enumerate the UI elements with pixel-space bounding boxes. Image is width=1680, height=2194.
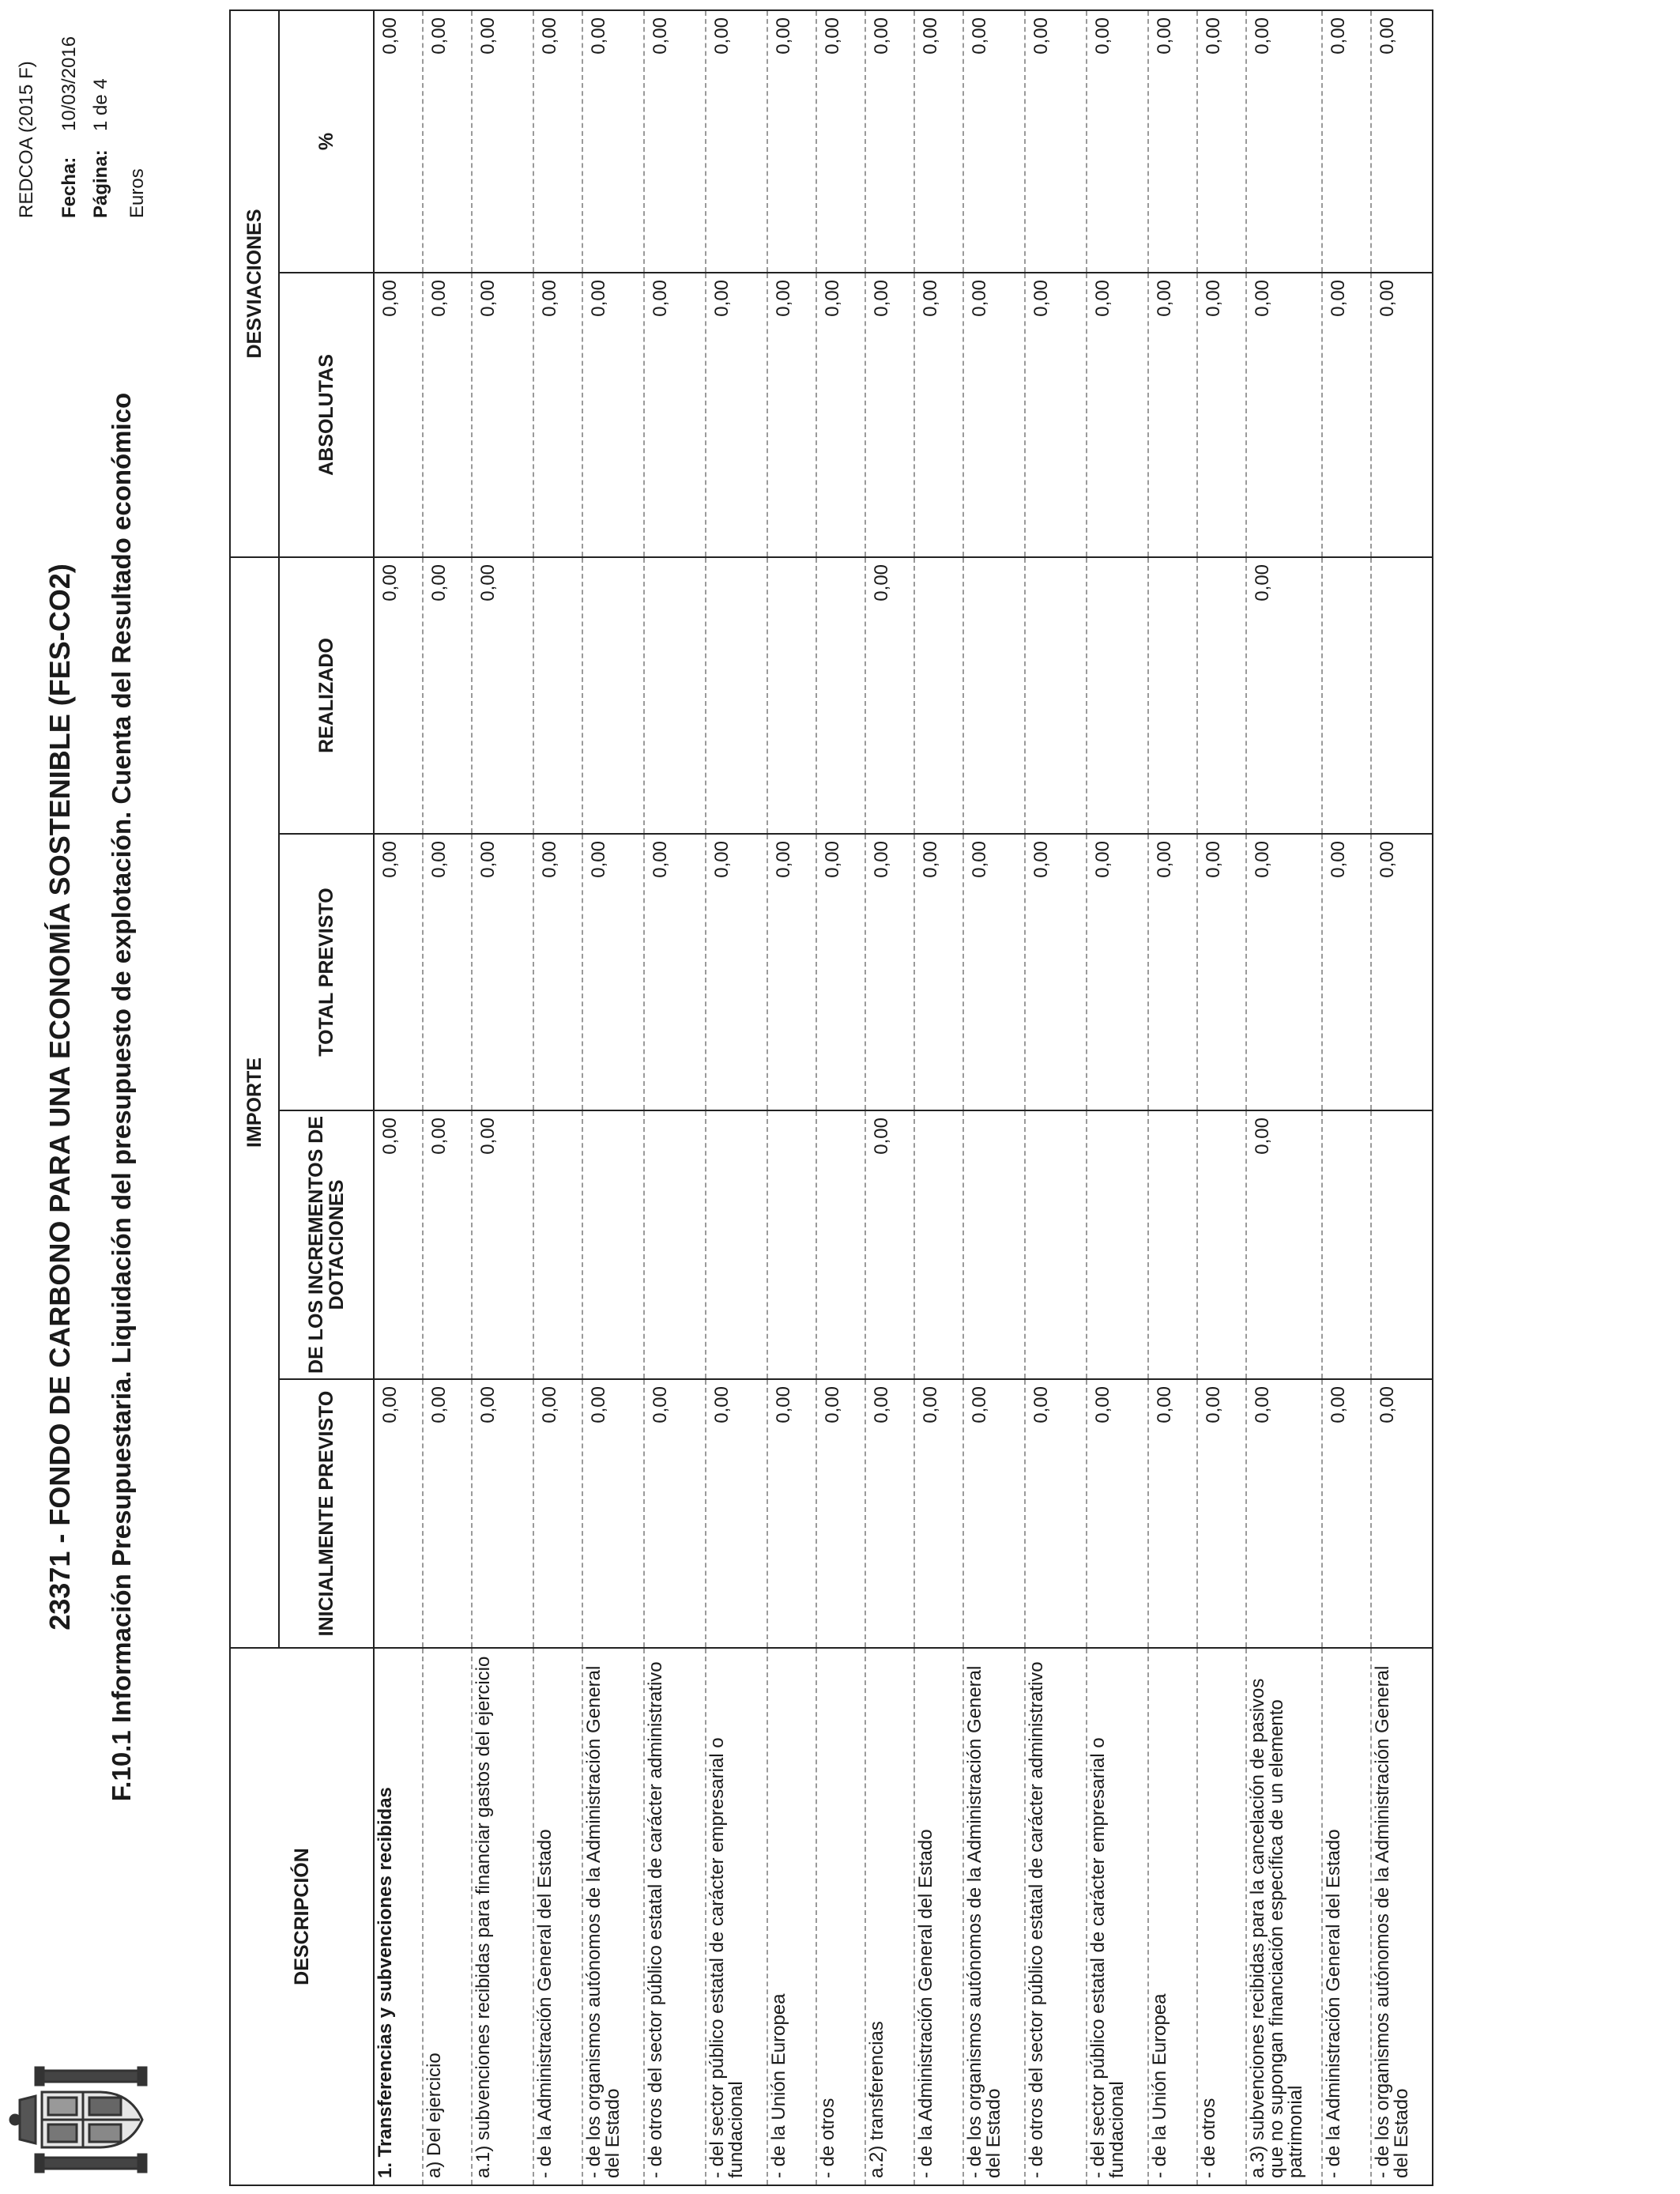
budget-table	[229, 9, 1433, 2186]
table-row	[1148, 10, 1197, 2185]
cell-incrementos	[1087, 1110, 1148, 1379]
row-description: - de otros del sector público estatal de carácter administrativo	[644, 1648, 706, 2185]
col-header-total: TOTAL PREVISTO	[279, 834, 374, 1110]
row-description: 1. Transferencias y subvenciones recibidas	[374, 1648, 423, 2185]
cell-total: 0,00	[1025, 834, 1087, 1110]
cell-incrementos	[914, 1110, 963, 1379]
cell-incrementos: 0,00	[374, 1110, 423, 1379]
row-description: - de los organismos autónomos de la Administración General del Estado	[1371, 1648, 1433, 2185]
cell-incrementos	[1025, 1110, 1087, 1379]
cell-absolutas: 0,00	[582, 273, 644, 557]
group-header-row	[230, 10, 279, 2185]
row-description: - del sector público estatal de carácter empresarial o fundacional	[706, 1648, 767, 2185]
cell-incrementos	[582, 1110, 644, 1379]
cell-inicial: 0,00	[767, 1379, 816, 1648]
row-description: - de la Administración General del Estado	[533, 1648, 582, 2185]
table-row	[706, 10, 767, 2185]
cell-absolutas: 0,00	[914, 273, 963, 557]
cell-inicial: 0,00	[423, 1379, 472, 1648]
cell-total: 0,00	[582, 834, 644, 1110]
page-value: 1 de 4	[90, 78, 111, 131]
table-row	[865, 10, 914, 2185]
cell-porcentaje: 0,00	[582, 10, 644, 273]
row-description: - de otros	[816, 1648, 865, 2185]
cell-absolutas: 0,00	[706, 273, 767, 557]
cell-realizado: 0,00	[865, 557, 914, 834]
cell-realizado	[1197, 557, 1246, 834]
cell-total: 0,00	[374, 834, 423, 1110]
cell-inicial: 0,00	[644, 1379, 706, 1648]
table-row	[816, 10, 865, 2185]
cell-incrementos: 0,00	[472, 1110, 533, 1379]
group-header-desviaciones: DESVIACIONES	[230, 10, 279, 557]
cell-inicial: 0,00	[865, 1379, 914, 1648]
col-header-absolutas: ABSOLUTAS	[279, 273, 374, 557]
row-description: - de los organismos autónomos de la Administración General del Estado	[963, 1648, 1025, 2185]
cell-inicial: 0,00	[1322, 1379, 1371, 1648]
table-row	[644, 10, 706, 2185]
cell-incrementos	[533, 1110, 582, 1379]
cell-absolutas: 0,00	[816, 273, 865, 557]
cell-absolutas: 0,00	[1025, 273, 1087, 557]
cell-total: 0,00	[472, 834, 533, 1110]
report-title: 23371 - FONDO DE CARBONO PARA UNA ECONOMÍA SOSTENIBLE (FES-CO2)	[43, 564, 76, 1630]
cell-incrementos	[1148, 1110, 1197, 1379]
table-row	[1371, 10, 1433, 2185]
cell-total: 0,00	[1246, 834, 1322, 1110]
cell-total: 0,00	[423, 834, 472, 1110]
date-label: Fecha:	[58, 156, 80, 218]
table-row	[374, 10, 423, 2185]
cell-total: 0,00	[706, 834, 767, 1110]
table-row	[472, 10, 533, 2185]
cell-inicial: 0,00	[582, 1379, 644, 1648]
cell-realizado: 0,00	[472, 557, 533, 834]
cell-total: 0,00	[1322, 834, 1371, 1110]
report-subtitle: F.10.1 Información Presupuestaria. Liquidación del presupuesto de explotación. Cuenta del Resultado económico	[107, 392, 136, 1802]
table-row	[1087, 10, 1148, 2185]
cell-absolutas: 0,00	[533, 273, 582, 557]
cell-porcentaje: 0,00	[1087, 10, 1148, 273]
table-row	[1197, 10, 1246, 2185]
cell-realizado: 0,00	[374, 557, 423, 834]
cell-incrementos: 0,00	[423, 1110, 472, 1379]
cell-total: 0,00	[533, 834, 582, 1110]
table-row	[914, 10, 963, 2185]
cell-realizado	[1148, 557, 1197, 834]
table-row	[1246, 10, 1322, 2185]
row-description: a.3) subvenciones recibidas para la cancelación de pasivos que no supongan financiación específica de un elemento patrimonial	[1246, 1648, 1322, 2185]
cell-realizado	[914, 557, 963, 834]
cell-absolutas: 0,00	[1087, 273, 1148, 557]
cell-porcentaje: 0,00	[644, 10, 706, 273]
coat-of-arms-emblem	[4, 2064, 162, 2175]
cell-total: 0,00	[865, 834, 914, 1110]
cell-incrementos	[706, 1110, 767, 1379]
cell-realizado	[767, 557, 816, 834]
cell-realizado: 0,00	[423, 557, 472, 834]
cell-total: 0,00	[767, 834, 816, 1110]
cell-incrementos: 0,00	[1246, 1110, 1322, 1379]
group-header-importe: IMPORTE	[230, 557, 279, 1648]
cell-total: 0,00	[1087, 834, 1148, 1110]
row-description: - de la Unión Europea	[1148, 1648, 1197, 2185]
cell-porcentaje: 0,00	[1322, 10, 1371, 273]
cell-inicial: 0,00	[963, 1379, 1025, 1648]
cell-total: 0,00	[1371, 834, 1433, 1110]
cell-porcentaje: 0,00	[1371, 10, 1433, 273]
row-description: a.1) subvenciones recibidas para financiar gastos del ejercicio	[472, 1648, 533, 2185]
cell-incrementos: 0,00	[865, 1110, 914, 1379]
cell-porcentaje: 0,00	[865, 10, 914, 273]
cell-realizado	[1087, 557, 1148, 834]
col-header-incrementos: DE LOS INCREMENTOS DE DOTACIONES	[279, 1110, 374, 1379]
cell-absolutas: 0,00	[423, 273, 472, 557]
cell-incrementos	[1371, 1110, 1433, 1379]
cell-porcentaje: 0,00	[914, 10, 963, 273]
row-description: - de otros del sector público estatal de carácter administrativo	[1025, 1648, 1087, 2185]
cell-inicial: 0,00	[1087, 1379, 1148, 1648]
page-label: Página:	[90, 149, 111, 218]
row-description: - de la Unión Europea	[767, 1648, 816, 2185]
cell-porcentaje: 0,00	[1197, 10, 1246, 273]
cell-porcentaje: 0,00	[963, 10, 1025, 273]
table-row	[767, 10, 816, 2185]
row-description: - del sector público estatal de carácter empresarial o fundacional	[1087, 1648, 1148, 2185]
col-header-inicial: INICIALMENTE PREVISTO	[279, 1379, 374, 1648]
table-row	[423, 10, 472, 2185]
cell-porcentaje: 0,00	[472, 10, 533, 273]
cell-porcentaje: 0,00	[1148, 10, 1197, 273]
table-row	[1322, 10, 1371, 2185]
cell-porcentaje: 0,00	[816, 10, 865, 273]
cell-realizado	[706, 557, 767, 834]
cell-absolutas: 0,00	[1197, 273, 1246, 557]
cell-inicial: 0,00	[472, 1379, 533, 1648]
currency-units: Euros	[126, 168, 148, 218]
row-description: a.2) transferencias	[865, 1648, 914, 2185]
cell-inicial: 0,00	[816, 1379, 865, 1648]
cell-inicial: 0,00	[1246, 1379, 1322, 1648]
cell-porcentaje: 0,00	[706, 10, 767, 273]
cell-porcentaje: 0,00	[533, 10, 582, 273]
cell-absolutas: 0,00	[1148, 273, 1197, 557]
cell-realizado	[963, 557, 1025, 834]
report-code: REDCOA (2015 F)	[16, 61, 37, 218]
col-header-porcentaje: %	[279, 10, 374, 273]
cell-inicial: 0,00	[706, 1379, 767, 1648]
cell-incrementos	[767, 1110, 816, 1379]
cell-absolutas: 0,00	[1322, 273, 1371, 557]
row-description: - de la Administración General del Estado	[1322, 1648, 1371, 2185]
col-header-realizado: REALIZADO	[279, 557, 374, 834]
row-description: - de otros	[1197, 1648, 1246, 2185]
cell-realizado: 0,00	[1246, 557, 1322, 834]
row-description: - de la Administración General del Estado	[914, 1648, 963, 2185]
cell-absolutas: 0,00	[963, 273, 1025, 557]
cell-realizado	[1322, 557, 1371, 834]
cell-absolutas: 0,00	[1246, 273, 1322, 557]
cell-total: 0,00	[914, 834, 963, 1110]
cell-inicial: 0,00	[1025, 1379, 1087, 1648]
cell-realizado	[1025, 557, 1087, 834]
cell-absolutas: 0,00	[472, 273, 533, 557]
cell-absolutas: 0,00	[644, 273, 706, 557]
cell-inicial: 0,00	[1197, 1379, 1246, 1648]
cell-total: 0,00	[816, 834, 865, 1110]
cell-absolutas: 0,00	[1371, 273, 1433, 557]
cell-total: 0,00	[1148, 834, 1197, 1110]
cell-absolutas: 0,00	[374, 273, 423, 557]
cell-realizado	[533, 557, 582, 834]
cell-realizado	[644, 557, 706, 834]
cell-total: 0,00	[644, 834, 706, 1110]
row-description: - de los organismos autónomos de la Administración General del Estado	[582, 1648, 644, 2185]
cell-inicial: 0,00	[1371, 1379, 1433, 1648]
cell-total: 0,00	[1197, 834, 1246, 1110]
table-row	[1025, 10, 1087, 2185]
cell-inicial: 0,00	[374, 1379, 423, 1648]
cell-incrementos	[1197, 1110, 1246, 1379]
cell-porcentaje: 0,00	[767, 10, 816, 273]
cell-porcentaje: 0,00	[374, 10, 423, 273]
table-row	[963, 10, 1025, 2185]
cell-absolutas: 0,00	[865, 273, 914, 557]
cell-porcentaje: 0,00	[1246, 10, 1322, 273]
cell-incrementos	[816, 1110, 865, 1379]
cell-absolutas: 0,00	[767, 273, 816, 557]
col-header-descripcion: DESCRIPCIÓN	[230, 1648, 374, 2185]
cell-incrementos	[1322, 1110, 1371, 1379]
row-description: a) Del ejercicio	[423, 1648, 472, 2185]
cell-incrementos	[644, 1110, 706, 1379]
cell-inicial: 0,00	[533, 1379, 582, 1648]
date-value: 10/03/2016	[58, 36, 80, 131]
cell-realizado	[1371, 557, 1433, 834]
cell-total: 0,00	[963, 834, 1025, 1110]
cell-inicial: 0,00	[1148, 1379, 1197, 1648]
cell-incrementos	[963, 1110, 1025, 1379]
cell-porcentaje: 0,00	[1025, 10, 1087, 273]
cell-inicial: 0,00	[914, 1379, 963, 1648]
table-row	[582, 10, 644, 2185]
cell-porcentaje: 0,00	[423, 10, 472, 273]
cell-realizado	[582, 557, 644, 834]
table-row	[533, 10, 582, 2185]
cell-realizado	[816, 557, 865, 834]
